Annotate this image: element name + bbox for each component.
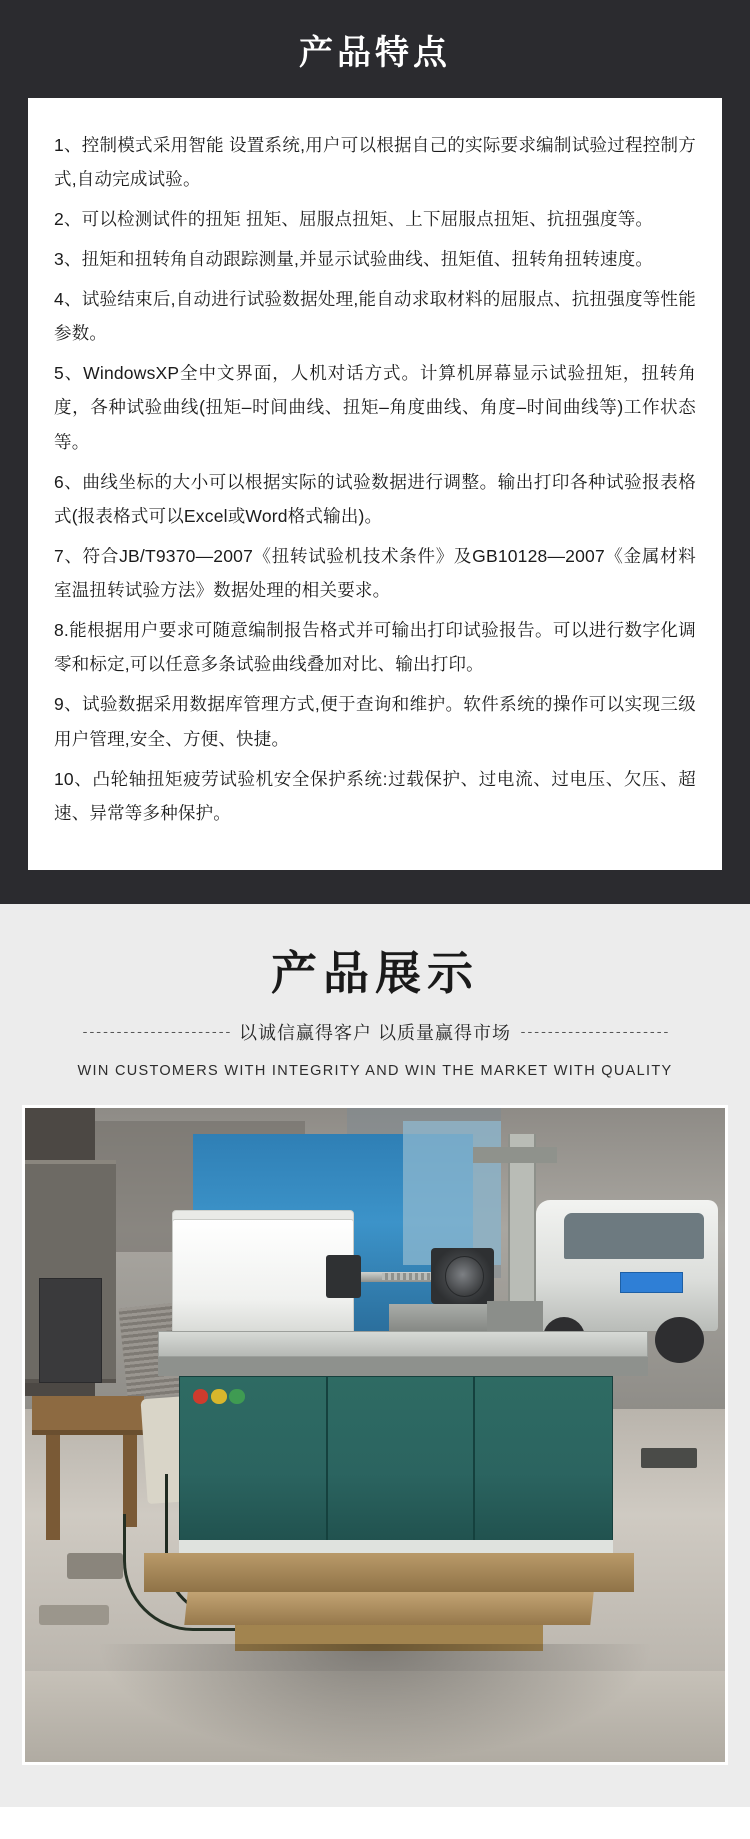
photo-car-window — [564, 1213, 704, 1259]
photo-floor-debris — [39, 1605, 109, 1625]
section-title: 产品展示 — [271, 946, 479, 999]
list-item: 5、WindowsXP全中文界面，人机对话方式。计算机屏幕显示试验扭矩，扭转角度，各种试验曲线(扭矩–时间曲线、扭矩–角度曲线、角度–时间曲线等)工作状态等。 — [54, 363, 696, 452]
photo-computer-tower — [39, 1278, 102, 1383]
photo-wood-pallet — [184, 1592, 593, 1625]
photo-machine-rail — [158, 1357, 648, 1377]
list-item: 7、符合JB/T9370—2007《扭转试验机技术条件》及GB10128—2007《金属材料 室温扭转试验方法》数据处理的相关要求。 — [54, 545, 696, 601]
photo-indicator-light-green — [229, 1389, 244, 1403]
product-photo — [22, 1105, 728, 1765]
photo-table-leg — [46, 1435, 60, 1540]
list-item: 8.能根据用户要求可随意编制报告格式并可输出打印试验报告。可以进行数字化调零和标定,可以任意多条试验曲线叠加对比、输出打印。 — [54, 620, 696, 675]
page-bottom-spacer — [0, 1791, 750, 1807]
photo-car-wheel — [655, 1317, 704, 1363]
divider-right: ---------------------- — [519, 1024, 669, 1040]
list-item: 10、凸轮轴扭矩疲劳试验机安全保护系统:过载保护、过电流、过电压、欠压、超速、异常等多种保护。 — [54, 768, 696, 823]
photo-car-plate — [620, 1272, 683, 1293]
list-item: 3、扭矩和扭转角自动跟踪测量,并显示试验曲线、扭矩值、扭转角扭转速度。 — [54, 248, 654, 269]
photo-floor-debris — [641, 1448, 697, 1468]
photo-wood-table — [32, 1396, 144, 1435]
photo-table-leg — [123, 1435, 137, 1527]
product-display-section — [0, 904, 750, 1791]
photo-blue-tarp — [403, 1121, 501, 1265]
slogan-cn: 以诚信赢得客户 以质量赢得市场 — [239, 1023, 511, 1044]
list-item: 4、试验结束后,自动进行试验数据处理,能自动求取材料的屈服点、抗扭强度等性能参数。 — [54, 289, 696, 344]
list-item: 6、曲线坐标的大小可以根据实际的试验数据进行调整。输出打印各种试验报表格式(报表格式可以Excel或Word格式输出)。 — [54, 471, 696, 526]
features-card — [28, 98, 722, 870]
list-item: 9、试验数据采用数据库管理方式,便于查询和维护。软件系统的操作可以实现三级用户管理,安全、方便、快捷。 — [54, 694, 696, 749]
photo-cabinet-door-seam — [326, 1376, 328, 1553]
product-features-section — [0, 0, 750, 904]
photo-machine-chuck-left — [326, 1255, 361, 1298]
list-item: 1、控制模式采用智能 设置系统,用户可以根据自己的实际要求编制试验过程控制方式,自动完成试验。 — [54, 134, 696, 189]
list-item: 2、可以检测试件的扭矩 扭矩、屈服点扭矩、上下屈服点扭矩、抗扭强度等。 — [54, 208, 654, 229]
photo-floor-debris — [67, 1553, 123, 1579]
photo-indicator-light-yellow — [211, 1389, 226, 1403]
photo-machine-chuck-face — [445, 1256, 484, 1297]
photo-machine-bed — [158, 1331, 648, 1357]
slogan-row — [0, 1019, 750, 1045]
photo-cabinet-door-seam — [473, 1376, 475, 1553]
photo-test-specimen — [382, 1273, 438, 1280]
divider-left: ---------------------- — [81, 1024, 231, 1040]
photo-indicator-light-red — [193, 1389, 208, 1403]
page-title: 产品特点 — [299, 34, 451, 72]
slogan-en: WIN CUSTOMERS WITH INTEGRITY AND WIN THE MARKET WITH QUALITY — [77, 1063, 673, 1080]
photo-shadow — [95, 1644, 655, 1762]
photo-wood-pallet — [144, 1553, 634, 1592]
photo-car-lift-arm — [473, 1147, 557, 1163]
